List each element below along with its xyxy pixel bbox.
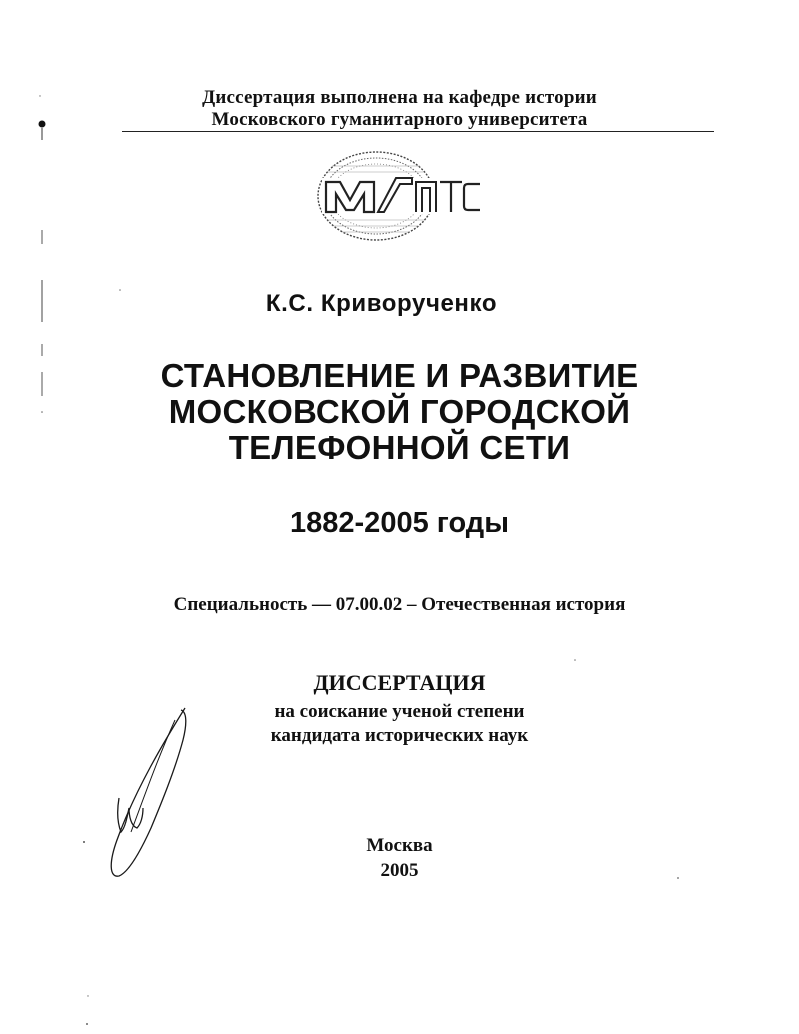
author-name: К.С. Криворученко [265, 290, 498, 317]
specialty: Специальность — 07.00.02 – Отечественная история [173, 594, 626, 615]
dissertation-degree-line-2: кандидата исторических наук [270, 725, 529, 746]
header-line-2: Московского гуманитарного университета [211, 109, 588, 130]
title-line-1: СТАНОВЛЕНИЕ И РАЗВИТИЕ [160, 357, 639, 394]
year: 2005 [380, 860, 419, 881]
city: Москва [366, 835, 433, 856]
years: 1882-2005 годы [290, 507, 509, 539]
dissertation-heading: ДИССЕРТАЦИЯ [313, 670, 486, 695]
header-line-1: Диссертация выполнена на кафедре истории [202, 87, 597, 108]
handwritten-signature-icon [95, 700, 205, 890]
dissertation-degree-line-1: на соискание ученой степени [274, 701, 525, 722]
title-line-3: ТЕЛЕФОННОЙ СЕТИ [228, 429, 571, 466]
title-line-2: МОСКОВСКОЙ ГОРОДСКОЙ [168, 393, 631, 430]
header-divider [122, 131, 714, 132]
university-logo-icon [312, 148, 484, 248]
